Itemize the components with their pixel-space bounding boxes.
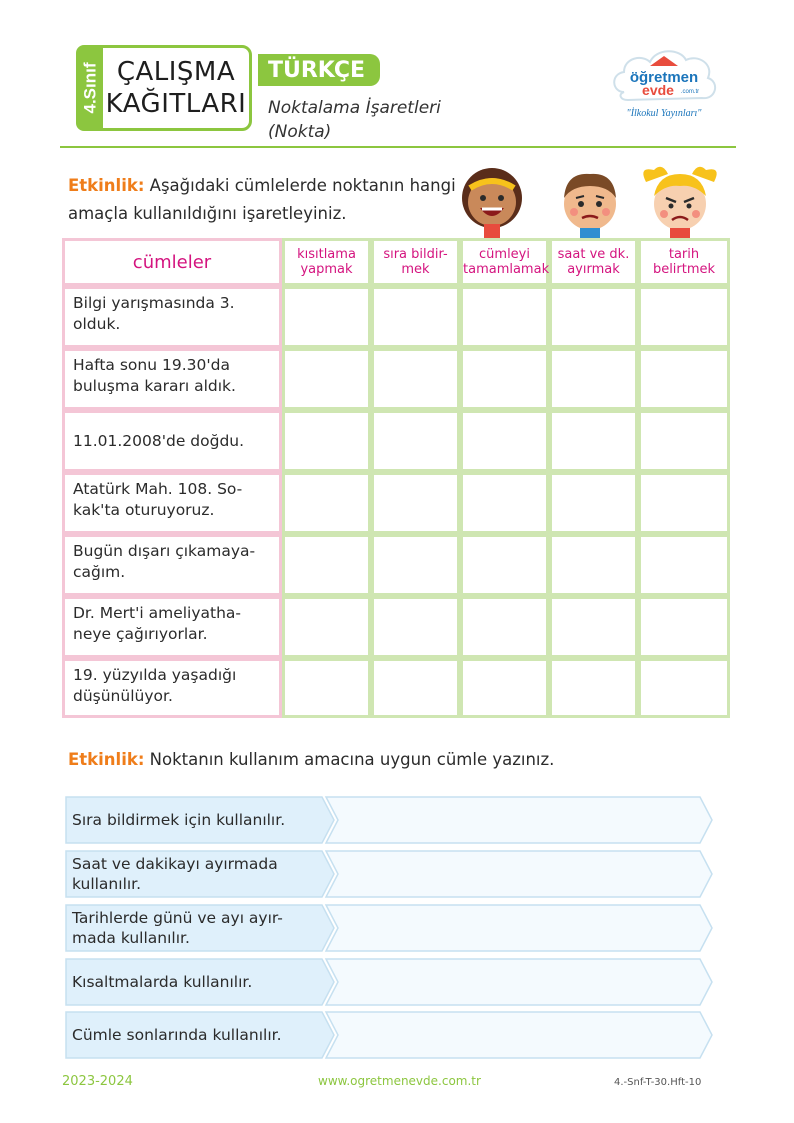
title-line-1: ÇALIŞMA (116, 57, 236, 87)
grade-label: 4.Sınıf (80, 62, 100, 114)
checkbox-cell[interactable] (460, 348, 549, 410)
checkbox-cell[interactable] (371, 348, 460, 410)
answer-3-line-2: mada kullanılır. (72, 929, 190, 947)
checkbox-cell[interactable] (460, 658, 549, 718)
header-divider (60, 146, 736, 148)
checkbox-cell[interactable] (282, 472, 371, 534)
row-6-line-1: Dr. Mert'i ameliyatha- (73, 604, 242, 622)
table-header-sentences (62, 238, 282, 286)
answer-5-line-1: Cümle sonlarında kullanılır. (72, 1026, 282, 1044)
sentence-cell (62, 658, 282, 718)
activity1-text-1: Aşağıdaki cümlelerde noktanın hangi (149, 176, 456, 195)
activity2-label: Etkinlik: (68, 750, 145, 769)
answer-label (64, 795, 334, 845)
topic-title (268, 96, 441, 144)
row-1-line-1: Bilgi yarışmasında 3. (73, 294, 235, 312)
checkbox-cell[interactable] (638, 658, 730, 718)
header-col-3-line-1: cümleyi (479, 247, 530, 262)
title-line-2: KAĞITLARI (105, 89, 247, 119)
answer-row (64, 795, 714, 845)
answer-label (64, 903, 334, 953)
checkbox-cell[interactable] (371, 286, 460, 348)
children-faces-illustration (462, 162, 724, 240)
worried-boy-icon (564, 174, 616, 240)
header-col-4-line-1: saat ve dk. (557, 247, 630, 262)
checkbox-cell[interactable] (282, 410, 371, 472)
logo-domain: .com.tr (680, 89, 700, 95)
activity1-instructions (68, 172, 456, 228)
checkbox-cell[interactable] (371, 472, 460, 534)
checkbox-cell[interactable] (549, 658, 638, 718)
answer-row (64, 1010, 714, 1060)
activity2-instructions (68, 746, 554, 774)
logo-word-2: evde (642, 82, 674, 98)
header-col-1-line-2: yapmak (300, 262, 353, 277)
checkbox-cell[interactable] (549, 348, 638, 410)
header-col-4-line-2: ayırmak (567, 262, 620, 277)
activity2-text: Noktanın kullanım amacına uygun cümle yazınız. (149, 750, 555, 769)
header-col-2-line-1: sıra bildir- (383, 247, 448, 262)
checkbox-cell[interactable] (638, 596, 730, 658)
sentence-cell (62, 286, 282, 348)
row-5-line-1: Bugün dışarı çıkamaya- (73, 542, 256, 560)
happy-girl-icon (462, 168, 522, 238)
topic-line-1: Noktalama İşaretleri (268, 98, 441, 118)
checkbox-cell[interactable] (460, 286, 549, 348)
checkbox-cell[interactable] (549, 472, 638, 534)
row-6-line-2: neye çağırıyorlar. (73, 625, 208, 643)
checkbox-cell[interactable] (638, 410, 730, 472)
answer-1-line-1: Sıra bildirmek için kullanılır. (72, 811, 286, 829)
checkbox-cell[interactable] (638, 348, 730, 410)
sentence-cell (62, 410, 282, 472)
answer-3-line-1: Tarihlerde günü ve ayı ayır- (72, 909, 283, 927)
header-col-3-line-2: tamamlamak (463, 262, 550, 277)
row-2-line-2: buluşma kararı aldık. (73, 377, 236, 395)
row-4-line-2: kak'ta oturuyoruz. (73, 501, 215, 519)
header-col-1-line-1: kısıtlama (297, 247, 356, 262)
table-header-col-4 (549, 238, 638, 286)
activity1-label: Etkinlik: (68, 176, 145, 195)
checkbox-cell[interactable] (638, 286, 730, 348)
header-col-5-line-1: tarih (668, 247, 700, 262)
worksheet-title-box (100, 45, 252, 131)
answer-row (64, 957, 714, 1007)
header-col-2-line-2: mek (401, 262, 430, 277)
answer-row (64, 903, 714, 953)
checkbox-cell[interactable] (460, 534, 549, 596)
footer-website-link[interactable]: www.ogretmenevde.com.tr (318, 1074, 481, 1088)
footer-code: 4.-Snf-T-30.Hft-10 (614, 1077, 702, 1088)
checkbox-cell[interactable] (282, 286, 371, 348)
row-3-line-1: 11.01.2008'de doğdu. (73, 431, 245, 450)
checkbox-cell[interactable] (460, 596, 549, 658)
checkbox-cell[interactable] (282, 534, 371, 596)
checkbox-cell[interactable] (549, 596, 638, 658)
subject-tab: TÜRKÇE (258, 54, 380, 86)
row-2-line-1: Hafta sonu 19.30'da (73, 356, 230, 374)
angry-girl-icon (643, 167, 716, 240)
checkbox-cell[interactable] (282, 596, 371, 658)
answer-label (64, 849, 334, 899)
sentence-cell (62, 596, 282, 658)
checkbox-cell[interactable] (371, 534, 460, 596)
checkbox-cell[interactable] (282, 658, 371, 718)
checkbox-cell[interactable] (638, 472, 730, 534)
row-1-line-2: olduk. (73, 315, 121, 333)
answer-2-line-2: kullanılır. (72, 875, 142, 893)
answer-label (64, 957, 334, 1007)
checkbox-cell[interactable] (460, 472, 549, 534)
answer-input[interactable] (344, 1014, 694, 1056)
checkbox-cell[interactable] (549, 410, 638, 472)
logo-tagline: "İlkokul Yayınları" (626, 108, 702, 119)
footer-year: 2023-2024 (62, 1074, 133, 1089)
activity1-line-1 (68, 172, 456, 200)
checkbox-cell[interactable] (282, 348, 371, 410)
topic-line-2: (Nokta) (268, 122, 332, 142)
answer-4-line-1: Kısaltmalarda kullanılır. (72, 973, 253, 991)
checkbox-cell[interactable] (371, 658, 460, 718)
table-header-sentences-label: cümleler (132, 251, 212, 273)
sentence-cell (62, 472, 282, 534)
row-7-line-1: 19. yüzyılda yaşadığı (73, 666, 237, 684)
table-header-col-2 (371, 238, 460, 286)
answer-input[interactable] (344, 907, 694, 949)
answer-row (64, 849, 714, 899)
activity1-text-2: amaçla kullanıldığını işaretleyiniz. (68, 204, 347, 223)
answer-input[interactable] (344, 853, 694, 895)
checkbox-cell[interactable] (549, 534, 638, 596)
answer-label (64, 1010, 334, 1060)
table-header-col-1 (282, 238, 371, 286)
checkbox-cell[interactable] (371, 596, 460, 658)
table-header-col-5 (638, 238, 730, 286)
logo-word-1: öğretmen (629, 69, 699, 86)
checkbox-cell[interactable] (638, 534, 730, 596)
ogretmenevde-logo (606, 44, 722, 126)
punctuation-table (62, 238, 732, 718)
table-header-col-3 (460, 238, 549, 286)
answer-input[interactable] (344, 799, 694, 841)
answer-input[interactable] (344, 961, 694, 1003)
sentence-cell (62, 348, 282, 410)
checkbox-cell[interactable] (549, 286, 638, 348)
checkbox-cell[interactable] (460, 410, 549, 472)
row-7-line-2: düşünülüyor. (73, 687, 173, 705)
sentence-cell (62, 534, 282, 596)
checkbox-cell[interactable] (371, 410, 460, 472)
answer-2-line-1: Saat ve dakikayı ayırmada (72, 855, 278, 873)
row-4-line-1: Atatürk Mah. 108. So- (73, 480, 243, 498)
row-5-line-2: cağım. (73, 563, 126, 581)
header-col-5-line-2: belirtmek (652, 262, 716, 277)
